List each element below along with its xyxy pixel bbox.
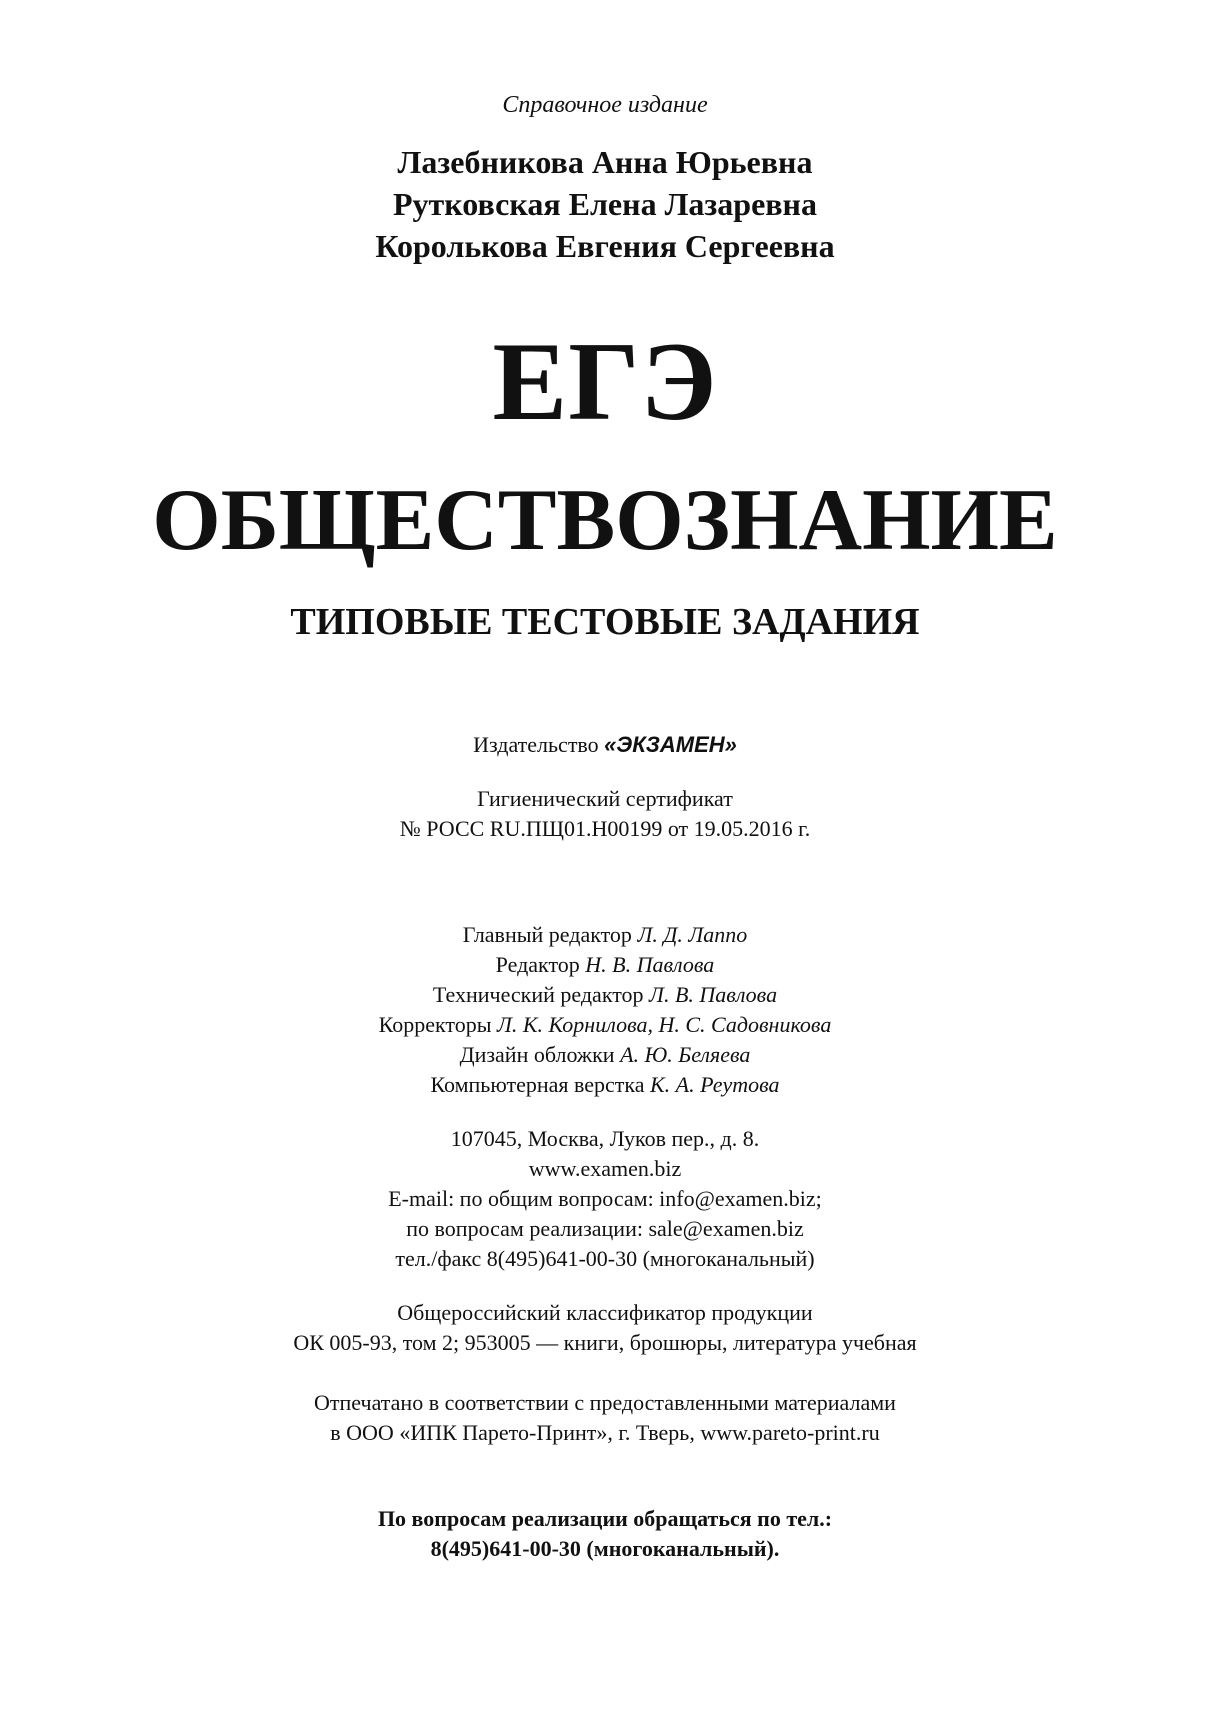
credit-name: А. Ю. Беляева (620, 1042, 751, 1067)
printing-note: Отпечатано в соответствии с предоставленными материалами (314, 1390, 896, 1415)
contact-email-sales: по вопросам реализации: sale@examen.biz (406, 1216, 804, 1241)
credit-role: Дизайн обложки (459, 1042, 615, 1067)
contact-phone: тел./факс 8(495)641-00-30 (многоканальный) (395, 1246, 815, 1271)
credit-role: Компьютерная верстка (430, 1072, 645, 1097)
credit-role: Корректоры (378, 1012, 492, 1037)
certificate-number: № РОСС RU.ПЩ01.Н00199 от 19.05.2016 г. (399, 816, 811, 841)
credit-role: Главный редактор (462, 922, 632, 947)
publisher-line (0, 732, 1210, 758)
credit-name: Л. К. Корнилова, Н. С. Садовникова (497, 1012, 832, 1037)
credit-role: Технический редактор (432, 982, 644, 1007)
credit-name: К. А. Реутова (650, 1072, 780, 1097)
credit-role: Редактор (495, 952, 580, 977)
contact-website: www.examen.biz (528, 1156, 682, 1181)
classifier-code: ОК 005-93, том 2; 953005 — книги, брошюры, литература учебная (293, 1330, 917, 1355)
publisher-name: «ЭКЗАМЕН» (604, 732, 737, 757)
sales-phone: 8(495)641-00-30 (многоканальный). (430, 1536, 780, 1561)
book-title: ЕГЭ (492, 320, 718, 444)
book-subtitle: ТИПОВЫЕ ТЕСТОВЫЕ ЗАДАНИЯ (290, 601, 920, 643)
credit-name: Л. Д. Лаппо (637, 922, 748, 947)
credit-line (0, 952, 1210, 978)
author-name: Лазебникова Анна Юрьевна (397, 144, 813, 180)
author-name: Королькова Евгения Сергеевна (375, 228, 835, 264)
sales-note: По вопросам реализации обращаться по тел.: (377, 1506, 833, 1531)
credit-name: Н. В. Павлова (585, 952, 715, 977)
book-subject: ОБЩЕСТВОЗНАНИЕ (152, 472, 1058, 569)
printing-house: в ООО «ИПК Парето-Принт», г. Тверь, www.pareto-print.ru (330, 1420, 880, 1445)
credit-line (0, 922, 1210, 948)
author-name: Рутковская Елена Лазаревна (393, 186, 817, 222)
credit-line (0, 982, 1210, 1008)
credit-line (0, 1042, 1210, 1068)
credit-line (0, 1072, 1210, 1098)
certificate-title: Гигиенический сертификат (477, 786, 733, 811)
contact-address: 107045, Москва, Луков пер., д. 8. (450, 1126, 760, 1151)
publisher-label: Издательство (473, 732, 599, 757)
contact-email-general: E-mail: по общим вопросам: info@examen.biz; (388, 1186, 822, 1211)
credit-name: Л. В. Павлова (649, 982, 778, 1007)
classifier-title: Общероссийский классификатор продукции (397, 1300, 813, 1325)
series-label: Справочное издание (502, 92, 708, 118)
credit-line (0, 1012, 1210, 1038)
